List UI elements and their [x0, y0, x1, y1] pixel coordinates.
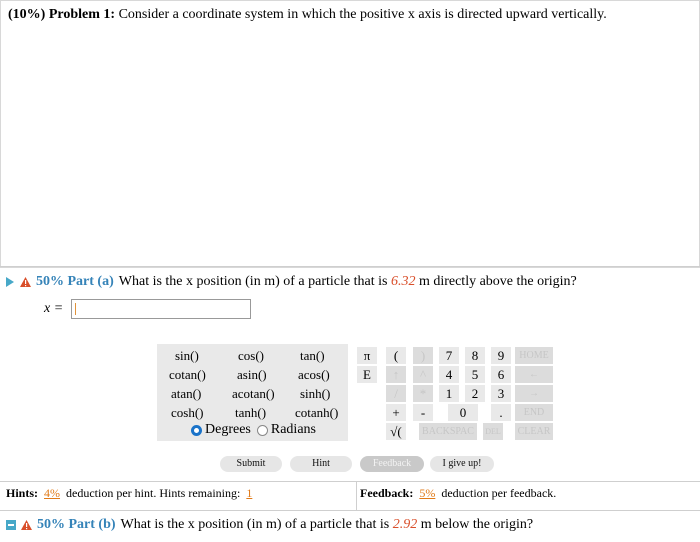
key-end[interactable]: END — [515, 404, 553, 421]
key-0[interactable]: 0 — [448, 404, 478, 421]
collapse-icon[interactable] — [6, 520, 16, 530]
fn-cos[interactable]: cos() — [238, 348, 264, 363]
feedback-button[interactable]: Feedback — [360, 456, 424, 472]
answer-row — [44, 299, 251, 319]
key-1[interactable]: 1 — [439, 385, 459, 402]
fn-sin[interactable]: sin() — [175, 348, 199, 363]
key-4[interactable]: 4 — [439, 366, 459, 383]
answer-input[interactable] — [71, 299, 251, 319]
key-left-arrow[interactable]: ← — [515, 366, 553, 383]
key-clear[interactable]: CLEAR — [515, 423, 553, 440]
hints-label: Hints: — [6, 486, 39, 500]
problem-weight: (10%) — [8, 7, 46, 22]
fn-tanh[interactable]: tanh() — [235, 405, 267, 420]
radians-label: Radians — [270, 422, 316, 437]
expand-triangle-icon[interactable] — [6, 277, 14, 287]
key-up-arrow[interactable]: ↑ — [386, 366, 406, 383]
part-a-header — [6, 274, 577, 290]
key-8[interactable]: 8 — [465, 347, 485, 364]
problem-frame — [0, 0, 700, 268]
fn-asin[interactable]: asin() — [237, 367, 267, 382]
hints-info — [6, 484, 255, 502]
feedback-info — [360, 484, 556, 502]
key-7[interactable]: 7 — [439, 347, 459, 364]
key-5[interactable]: 5 — [465, 366, 485, 383]
key-2[interactable]: 2 — [465, 385, 485, 402]
key-multiply[interactable]: * — [413, 385, 433, 402]
fn-tan[interactable]: tan() — [300, 348, 325, 363]
key-close-paren[interactable]: ) — [413, 347, 433, 364]
warning-icon — [20, 277, 31, 287]
hints-text: deduction per hint. Hints remaining: — [66, 486, 241, 500]
key-minus[interactable]: - — [413, 404, 433, 421]
feedback-label: Feedback: — [360, 486, 414, 500]
key-open-paren[interactable]: ( — [386, 347, 406, 364]
key-sqrt[interactable]: √( — [386, 423, 406, 440]
key-pi[interactable]: π — [357, 347, 377, 364]
text-caret — [75, 303, 76, 315]
feedback-pct: 5% — [419, 486, 436, 500]
hint-button[interactable]: Hint — [290, 456, 352, 472]
submit-button[interactable]: Submit — [220, 456, 282, 472]
key-caret[interactable]: ^ — [413, 366, 433, 383]
part-b-question-start: What is the x position (in m) of a particle that is — [120, 517, 390, 532]
divider — [0, 510, 700, 511]
fn-acos[interactable]: acos() — [298, 367, 330, 382]
part-b-header — [6, 517, 533, 533]
degrees-radio[interactable] — [191, 425, 202, 436]
key-9[interactable]: 9 — [491, 347, 511, 364]
answer-variable-label: x = — [44, 301, 64, 316]
key-divide[interactable]: / — [386, 385, 406, 402]
fn-cosh[interactable]: cosh() — [171, 405, 204, 420]
degrees-label: Degrees — [205, 422, 251, 437]
fn-atan[interactable]: atan() — [171, 386, 202, 401]
radians-radio[interactable] — [257, 425, 268, 436]
feedback-text: deduction per feedback. — [441, 486, 557, 500]
key-dot[interactable]: . — [491, 404, 511, 421]
key-del[interactable]: DEL — [483, 423, 503, 440]
key-right-arrow[interactable]: → — [515, 385, 553, 402]
hints-remaining: 1 — [246, 486, 253, 500]
hints-pct: 4% — [44, 486, 61, 500]
problem-label: Problem 1: — [48, 7, 116, 22]
divider — [0, 481, 700, 482]
divider — [0, 266, 700, 267]
give-up-button[interactable]: I give up! — [430, 456, 494, 472]
key-3[interactable]: 3 — [491, 385, 511, 402]
part-b-question-end: m below the origin? — [420, 517, 534, 532]
part-a-question-start: What is the x position (in m) of a particle that is — [118, 274, 388, 289]
key-6[interactable]: 6 — [491, 366, 511, 383]
part-b-value: 2.92 — [392, 517, 418, 532]
part-b-label: 50% Part (b) — [37, 517, 116, 532]
part-a-question-end: m directly above the origin? — [418, 274, 577, 289]
part-a-value: 6.32 — [390, 274, 416, 289]
vertical-divider — [356, 482, 357, 510]
part-a-label: 50% Part (a) — [36, 274, 114, 289]
fn-sinh[interactable]: sinh() — [300, 386, 331, 401]
problem-statement — [8, 7, 607, 23]
fn-cotanh[interactable]: cotanh() — [295, 405, 339, 420]
fn-cotan[interactable]: cotan() — [169, 367, 206, 382]
angle-mode-row — [191, 422, 316, 438]
problem-text: Consider a coordinate system in which the positive x axis is directed upward vertically. — [118, 7, 607, 22]
warning-icon — [21, 520, 32, 530]
fn-acotan[interactable]: acotan() — [232, 386, 275, 401]
key-e[interactable]: E — [357, 366, 377, 383]
key-backspace[interactable]: BACKSPAC — [419, 423, 477, 440]
key-home[interactable]: HOME — [515, 347, 553, 364]
key-plus[interactable]: + — [386, 404, 406, 421]
